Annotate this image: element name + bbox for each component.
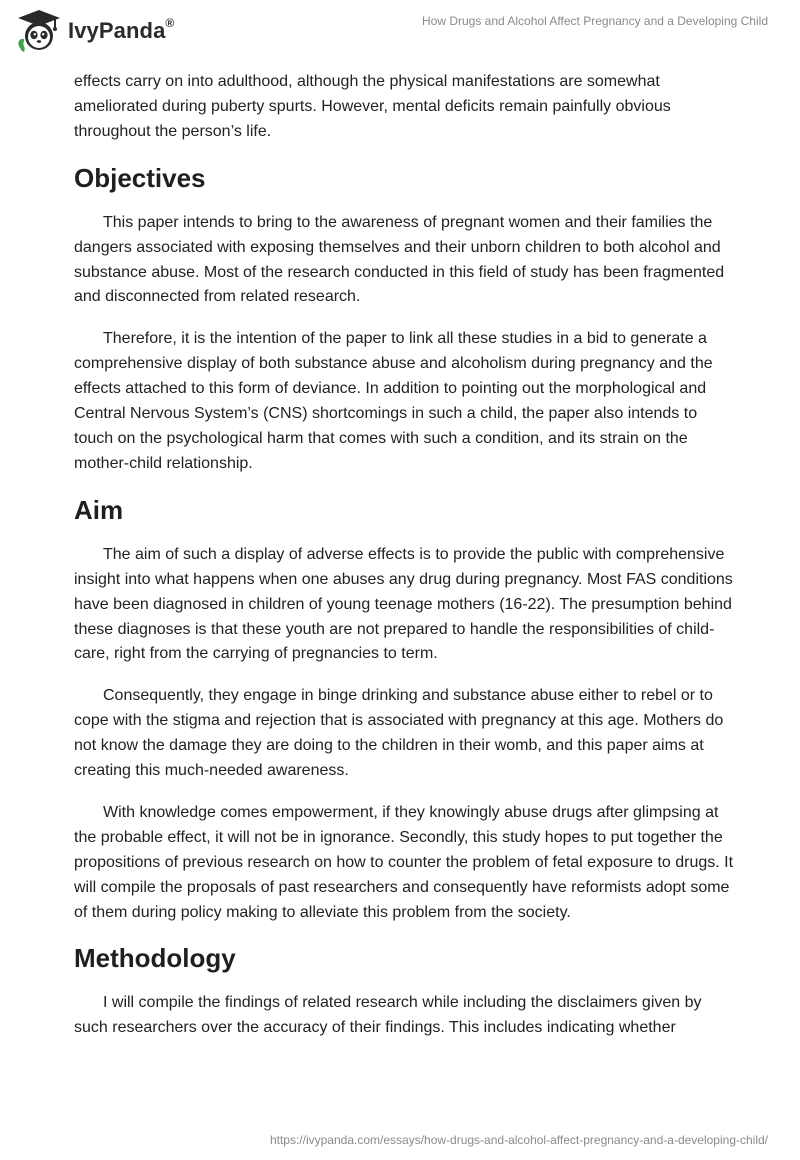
source-url-link[interactable]: https://ivypanda.com/essays/how-drugs-and-alcohol-affect-pregnancy-and-a-developing-child/ — [269, 1133, 768, 1147]
logo-wordmark: IvyPanda® — [68, 16, 175, 43]
panda-logo-icon — [14, 8, 64, 54]
essay-body — [74, 70, 734, 1058]
intro-paragraph: effects carry on into adulthood, although the physical manifestations are somewhat ameliorated during puberty spurts. However, mental deficits remain painfully obvious throughout the person’s life. — [74, 73, 671, 140]
objectives-paragraph-2: Therefore, it is the intention of the paper to link all these studies in a bid to generate a comprehensive display of both substance abuse and alcoholism during pregnancy and the effects attached to this form of deviance. In addition to pointing out the morphological and Central Nervous System’s (CNS) shortcomings in such a child, the paper also intends to touch on the psychological harm that comes with such a condition, and its strain on the mother-child relationship. — [74, 330, 713, 472]
aim-heading: Aim — [74, 494, 124, 525]
methodology-heading: Methodology — [74, 943, 236, 974]
methodology-paragraph-1: I will compile the findings of related research while including the disclaimers given by such researchers over the accuracy of their findings. This includes indicating whether — [74, 994, 702, 1037]
document-title: How Drugs and Alcohol Affect Pregnancy and a Developing Child — [422, 14, 768, 28]
objectives-paragraph-1: This paper intends to bring to the awareness of pregnant women and their families the dangers associated with exposing themselves and their unborn children to both alcohol and substance abuse. Most of the research conducted in this field of study has been fragmented and disconnected from related research. — [74, 213, 725, 306]
aim-paragraph-2: Consequently, they engage in binge drinking and substance abuse either to rebel or to cope with the stigma and rejection that is associated with pregnancy at this age. Mothers do not know the damage they are doing to the children in their womb, and this paper aims at creating this much-needed awareness. — [74, 687, 724, 780]
aim-paragraph-1: The aim of such a display of adverse effects is to provide the public with comprehensive insight into what happens when one abuses any drug during pregnancy. Most FAS conditions have been diagnosed in children of young teenage mothers (16-22). The presumption behind these diagnoses is that these youth are not prepared to handle the responsibilities of child-care, right from the carrying of pregnancies to term. — [74, 545, 733, 663]
objectives-heading: Objectives — [74, 162, 206, 193]
page-header — [0, 0, 800, 70]
ivypanda-logo[interactable] — [14, 8, 174, 54]
aim-paragraph-3: With knowledge comes empowerment, if they knowingly abuse drugs after glimpsing at the probable effect, it will not be in ignorance. Secondly, this study hopes to put together the propositions of previous research on how to counter the problem of fetal exposure to drugs. It will compile the proposals of past researchers and consequently have reformists adopt some of them during policy making to alleviate this problem from the society. — [74, 803, 734, 921]
